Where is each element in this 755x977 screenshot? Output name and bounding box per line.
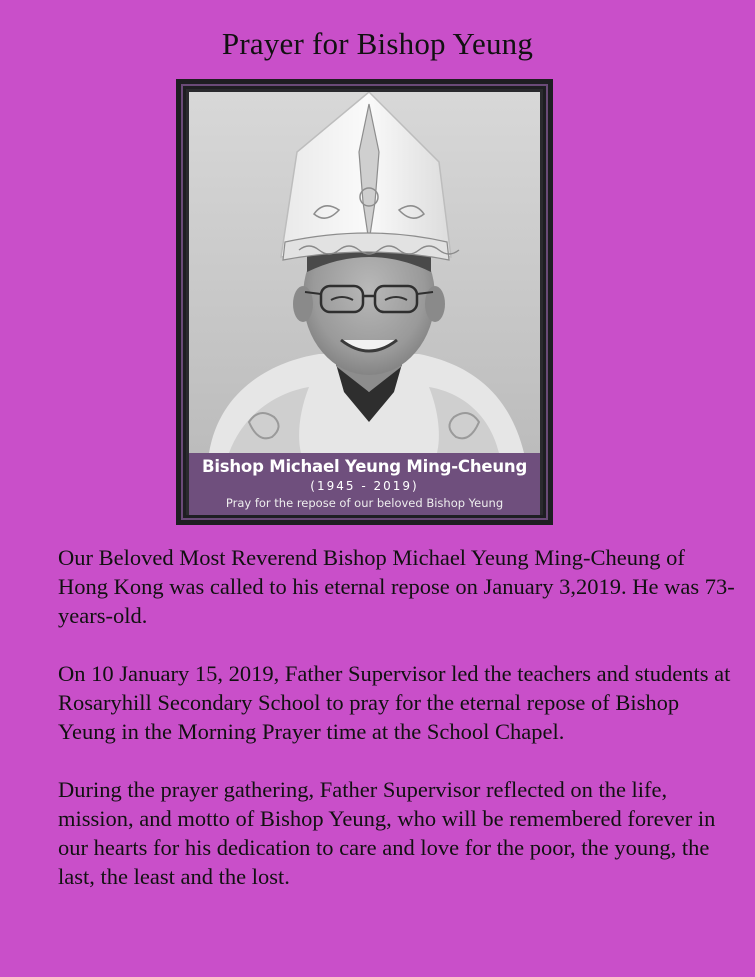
article-paragraph: Our Beloved Most Reverend Bishop Michael Yeung Ming-Cheung of Hong Kong was called to his eternal repose on January 3,2019. He was 73-years-old. (58, 545, 735, 628)
article-body (58, 543, 738, 920)
caption-prayer: Pray for the repose of our beloved Bishop Yeung (225, 496, 504, 510)
caption-years: (1945 - 2019) (310, 479, 419, 493)
caption-name: Bishop Michael Yeung Ming-Cheung (201, 457, 528, 476)
bishop-portrait-photo (189, 92, 540, 453)
portrait-caption (189, 453, 540, 515)
portrait-frame (176, 79, 553, 525)
bishop-portrait-image (189, 92, 540, 453)
article-paragraph: On 10 January 15, 2019, Father Supervisor led the teachers and students at Rosaryhill Secondary School to pray for the eternal repose of Bishop Yeung in the Morning Prayer time at the School Chapel. (58, 661, 731, 744)
page-title: Prayer for Bishop Yeung (221, 26, 534, 61)
article-paragraph: During the prayer gathering, Father Supervisor reflected on the life, mission, and motto of Bishop Yeung, who will be remembered forever in our hearts for his dedication to care and love for the poor, the young, the last, the least and the lost. (58, 777, 716, 889)
